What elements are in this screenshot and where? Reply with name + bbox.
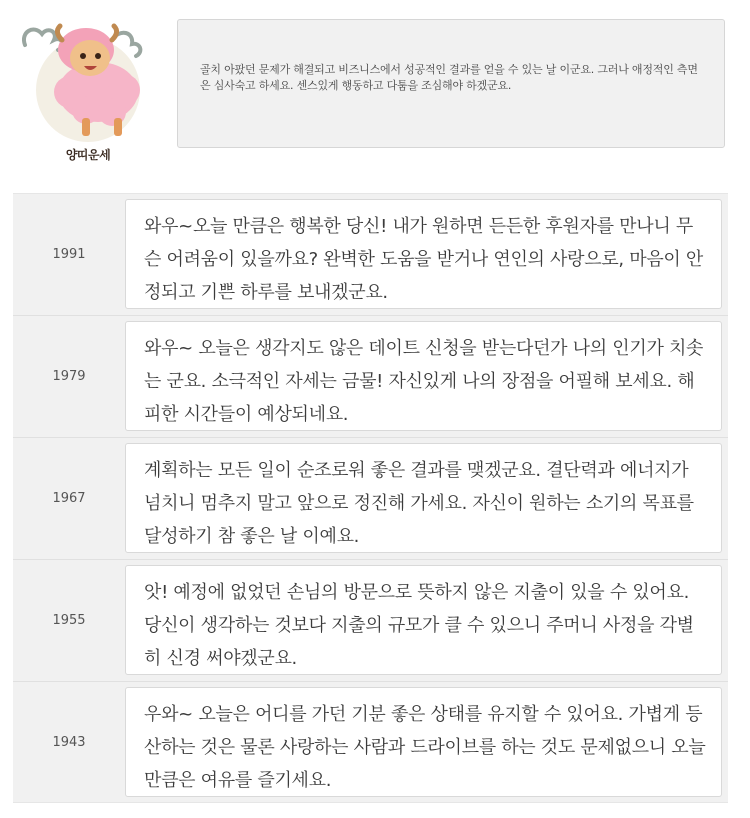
birth-year: 1955 (52, 613, 86, 628)
fortune-row (13, 437, 728, 559)
fortune-text: 와우~ 오늘은 생각지도 않은 데이트 신청을 받는다던가 나의 인기가 치솟는 군요. 소극적인 자세는 금물! 자신있게 나의 장점을 어필해 보세요. 해피한 시간들이 예상되네요. (144, 338, 704, 425)
fortune-card (125, 199, 722, 309)
birth-year: 1943 (52, 735, 86, 750)
fortune-text: 앗! 예정에 없었던 손님의 방문으로 뜻하지 않은 지출이 있을 수 있어요. 당신이 생각하는 것보다 지출의 규모가 클 수 있으니 주머니 사정을 각별히 신경 써야겠군요. (144, 582, 694, 669)
fortune-text: 우와~ 오늘은 어디를 가던 기분 좋은 상태를 유지할 수 있어요. 가볍게 등산하는 것은 물론 사랑하는 사람과 드라이브를 하는 것도 문제없으니 오늘만큼은 여유를 즐기세요. (144, 704, 706, 791)
fortune-card (125, 443, 722, 553)
sheep-mascot-icon (20, 10, 150, 150)
fortune-text: 계획하는 모든 일이 순조로워 좋은 결과를 맺겠군요. 결단력과 에너지가 넘치니 멈추지 말고 앞으로 정진해 가세요. 자신이 원하는 소기의 목표를 달성하기 참 좋은 날 이예요. (144, 460, 694, 547)
fortune-row (13, 681, 728, 803)
birth-year: 1991 (52, 247, 86, 262)
mascot-label: 양띠운세 (65, 148, 111, 162)
fortune-card (125, 565, 722, 675)
fortune-text: 와우~오늘 만큼은 행복한 당신! 내가 원하면 든든한 후원자를 만나니 무슨 어려움이 있을까요? 완벽한 도움을 받거나 연인의 사랑으로, 마음이 안정되고 기쁜 하루를 보내겠군요. (144, 216, 704, 303)
birth-year: 1979 (52, 369, 86, 384)
fortune-row (13, 193, 728, 315)
summary-text: 골치 아팠던 문제가 해결되고 비즈니스에서 성공적인 결과를 얻을 수 있는 날 이군요. 그러나 애정적인 측면은 심사숙고 하세요. 센스있게 행동하고 다툼을 조심해야 하겠군요. (200, 63, 698, 92)
birth-year: 1967 (52, 491, 86, 506)
fortune-card (125, 687, 722, 797)
fortune-list (13, 193, 728, 803)
fortune-row (13, 559, 728, 681)
fortune-card (125, 321, 722, 431)
summary-box (177, 19, 725, 148)
fortune-row (13, 315, 728, 437)
